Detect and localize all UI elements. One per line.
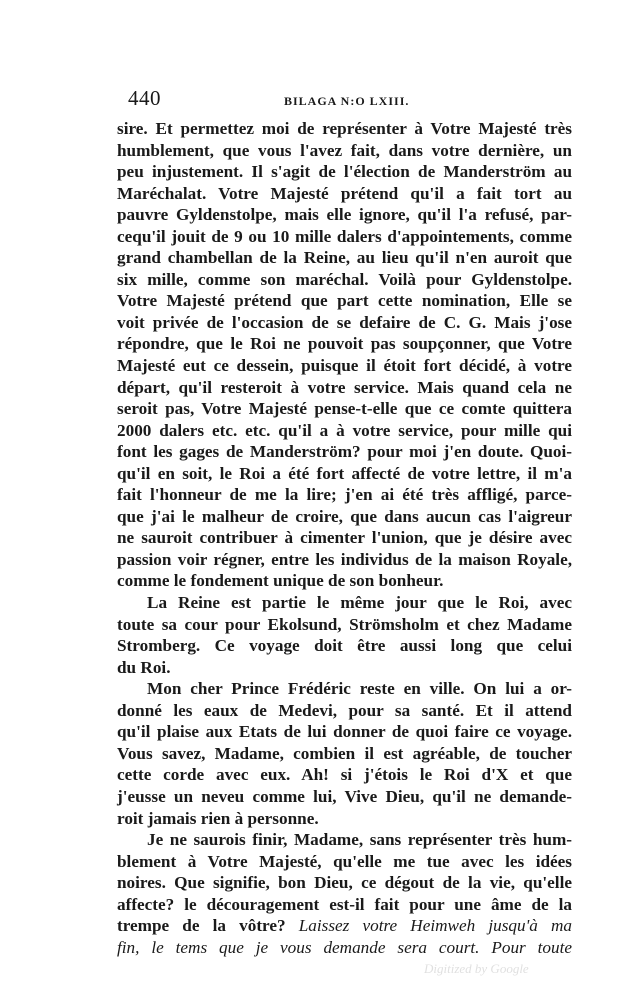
page-header — [128, 86, 520, 116]
text-line: j'eusse un neveu comme lui, Vive Dieu, qu'il ne demande- — [117, 786, 572, 806]
italic-text: fin, le tems que je vous demande sera court. Pour toute — [117, 937, 572, 957]
text-line: grand chambellan de la Reine, au lieu qu'il n'en auroit que — [117, 248, 572, 268]
text-line: départ, qu'il resteroit à votre service. Mais quand cela ne — [117, 377, 572, 397]
text-line — [117, 915, 572, 937]
text-line: Majesté eut ce dessein, puisque il étoit fort décidé, à votre — [117, 356, 572, 376]
library-stamp-watermark — [420, 956, 570, 980]
text-line: du Roi. — [117, 657, 171, 677]
text-line: blement à Votre Majesté, qu'elle me tue avec les idées — [117, 851, 572, 871]
text-line: comme le fondement unique de son bonheur. — [117, 571, 444, 591]
text-line: La Reine est partie le même jour que le Roi, avec — [147, 593, 572, 613]
text-line: Maréchalat. Votre Majesté prétend qu'il a fait tort au — [117, 183, 572, 203]
page-number: 440 — [128, 86, 161, 110]
text-line: passion voir régner, entre les individus de la maison Royale, — [117, 549, 572, 569]
text-line: qu'il plaise aux Etats de lui donner de quoi faire ce voyage. — [117, 722, 572, 742]
text-line: font les gages de Manderström? pour moi j'en doute. Quoi- — [117, 442, 572, 462]
text-line: peu injustement. Il s'agit de l'élection de Manderström au — [117, 162, 572, 182]
text-line: que j'ai le malheur de croire, que dans aucun cas l'aigreur — [117, 506, 572, 526]
text-line: humblement, que vous l'avez fait, dans votre dernière, un — [117, 140, 572, 160]
stamp-text: Digitized by Google — [424, 961, 529, 976]
text-line: Stromberg. Ce voyage doit être aussi long que celui — [117, 636, 572, 656]
text-line: donné les eaux de Medevi, pour sa santé. Et il attend — [117, 700, 572, 720]
italic-text: Laissez votre Heimweh jusqu'à ma — [298, 916, 573, 936]
text-line: Vous savez, Madame, combien il est agréable, de toucher — [117, 743, 572, 763]
text-line: seroit pas, Votre Majesté pense-t-elle que ce comte quittera — [117, 399, 572, 419]
running-head: BILAGA N:O LXIII. — [284, 94, 410, 108]
text-line: six mille, comme son maréchal. Voilà pour Gyldenstolpe. — [117, 269, 572, 289]
body-text — [117, 118, 572, 958]
text-line: Votre Majesté prétend que part cette nomination, Elle se — [117, 291, 572, 311]
text-line: Mon cher Prince Frédéric reste en ville. On lui a or- — [147, 679, 572, 699]
text-line: pauvre Gyldenstolpe, mais elle ignore, qu'il l'a refusé, par- — [117, 205, 572, 225]
text-line: toute sa cour pour Ekolsund, Strömsholm et chez Madame — [117, 614, 572, 634]
text-line: Je ne saurois finir, Madame, sans représenter très hum- — [147, 830, 572, 850]
text-segment: trempe de la vôtre? — [117, 916, 286, 936]
text-line: répondre, que le Roi ne pouvoit pas soupçonner, que Votre — [117, 334, 572, 354]
text-line: noires. Que signifie, bon Dieu, ce dégout de la vie, qu'elle — [117, 873, 572, 893]
text-line: fait l'honneur de me la lire; j'en ai été très affligé, parce- — [117, 485, 572, 505]
text-line: ne sauroit contribuer à cimenter l'union, que je désire avec — [117, 528, 572, 548]
text-line: affecte? le découragement est-il fait pour une âme de la — [117, 894, 572, 914]
text-line: 2000 dalers etc. etc. qu'il a à votre service, pour mille qui — [117, 420, 572, 440]
text-line: qu'il en soit, le Roi a été fort affecté de votre lettre, il m'a — [117, 463, 572, 483]
text-line: sire. Et permettez moi de représenter à Votre Majesté très — [117, 119, 572, 138]
text-line: cette corde avec eux. Ah! si j'étois le Roi d'X et que — [117, 765, 572, 785]
text-line: cequ'il jouit de 9 ou 10 mille dalers d'appointements, comme — [117, 226, 572, 246]
text-line: roit jamais rien à personne. — [117, 808, 319, 828]
text-line: voit privée de l'occasion de se defaire de C. G. Mais j'ose — [117, 312, 572, 332]
